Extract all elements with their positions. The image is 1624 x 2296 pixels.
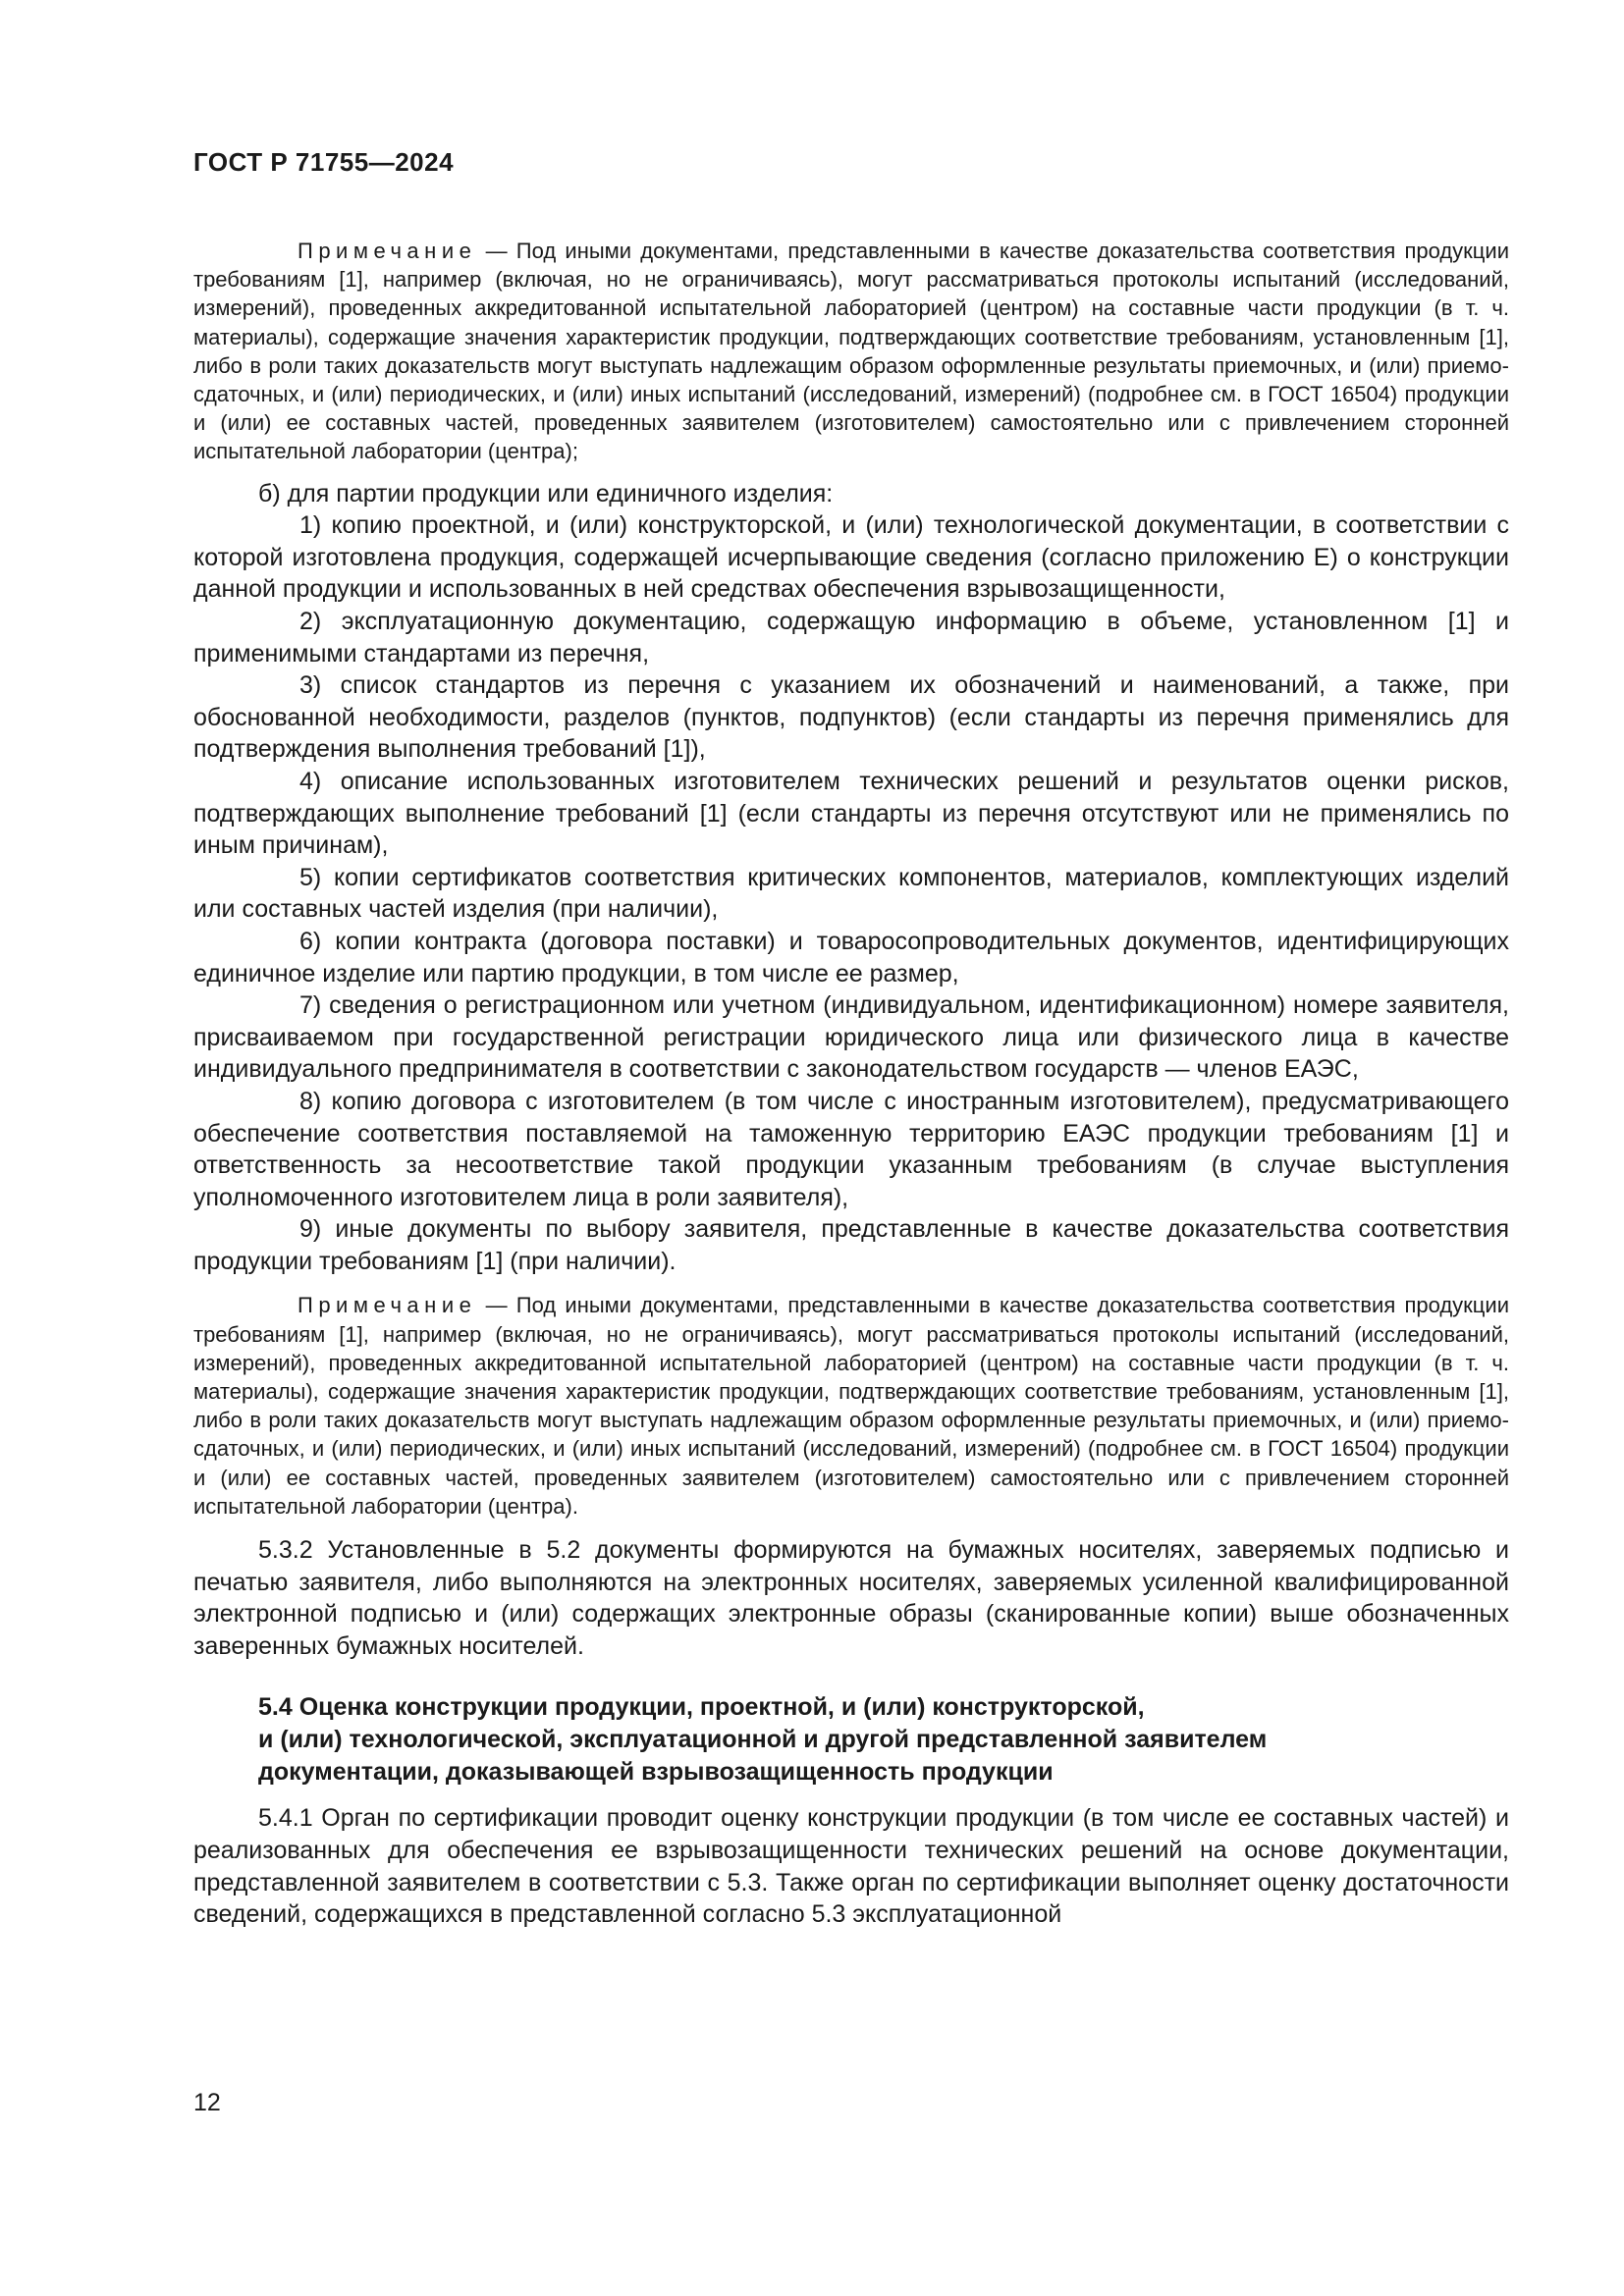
list-item-8: 8) копию договора с изготовителем (в том числе с иностранным изготовителем), предусматривающего обеспечение соответствия поставляемой на таможенную территорию ЕАЭС продукции требованиям [1] и ответственность за несоответствие такой продукции указанным требованиям (в случае выступления уполномоченного изготовителем лица в роли заявителя), xyxy=(193,1087,1509,1211)
clause-5-4-1: 5.4.1 Орган по сертификации проводит оценку конструкции продукции (в том числе ее составных частей) и реализованных для обеспечения ее взрывозащищенности технических решений на основе документации, представленной заявителем в соответствии с 5.3. Также орган по сертификации выполняет оценку достаточности сведений, содержащихся в представленной согласно 5.3 эксплуатационной xyxy=(193,1804,1509,1929)
note-text: — Под иными документами, представленными в качестве доказательства соответствия продукции требованиям [1], например (включая, но не ограничиваясь), могут рассматриваться протоколы испытаний (исследований, измерений), проведенных аккредитованной испытательной лабораторией (центром) на составные части продукции (в т. ч. материалы), содержащие значения характеристик продукции, подтверждающих соответствие требованиям, установленным [1], либо в роли таких доказательств могут выступать надлежащим образом оформленные результаты приемочных, и (или) приемо-сдаточных, и (или) периодических, и (или) иных испытаний (исследований, измерений) (подробнее см. в ГОСТ 16504) продукции и (или) ее составных частей, проведенных заявителем (изготовителем) самостоятельно или с привлечением сторонней испытательной лаборатории (центра); xyxy=(193,239,1509,464)
section-heading-line: 5.4 Оценка конструкции продукции, проектной, и (или) конструкторской, xyxy=(258,1693,1145,1722)
section-heading-line: и (или) технологической, эксплуатационной и другой представленной заявителем xyxy=(258,1726,1268,1754)
page-number: 12 xyxy=(193,2089,221,2116)
list-item-2: 2) эксплуатационную документацию, содержащую информацию в объеме, установленном [1] и применимыми стандартами из перечня, xyxy=(193,608,1509,667)
document-page xyxy=(193,147,1509,1931)
note-label: Примечание xyxy=(298,239,477,263)
list-item-5: 5) копии сертификатов соответствия критических компонентов, материалов, комплектующих изделий или составных частей изделия (при наличии), xyxy=(193,863,1509,924)
section-heading-line: документации, доказывающей взрывозащищенность продукции xyxy=(258,1758,1054,1787)
document-header: ГОСТ Р 71755—2024 xyxy=(193,147,455,177)
list-item-6: 6) копии контракта (договора поставки) и товаросопроводительных документов, идентифицирующих единичное изделие или партию продукции, в том числе ее размер, xyxy=(193,927,1509,988)
section-heading-5-4 xyxy=(258,1691,1509,1789)
note-label: Примечание xyxy=(298,1293,477,1318)
list-item-3: 3) список стандартов из перечня с указанием их обозначений и наименований, а также, при обоснованной необходимости, разделов (пунктов, подпунктов) (если стандарты из перечня применялись для подтверждения выполнения требований [1]), xyxy=(193,671,1509,764)
note-text: — Под иными документами, представленными в качестве доказательства соответствия продукции требованиям [1], например (включая, но не ограничиваясь), могут рассматриваться протоколы испытаний (исследований, измерений), проведенных аккредитованной испытательной лабораторией (центром) на составные части продукции (в т. ч. материалы), содержащие значения характеристик продукции, подтверждающих соответствие требованиям, установленным [1], либо в роли таких доказательств могут выступать надлежащим образом оформленные результаты приемочных, и (или) приемо-сдаточных, и (или) периодических, и (или) иных испытаний (исследований, измерений) (подробнее см. в ГОСТ 16504) продукции и (или) ее составных частей, проведенных заявителем (изготовителем) самостоятельно или с привлечением сторонней испытательной лаборатории (центра). xyxy=(193,1293,1509,1519)
list-intro-b: б) для партии продукции или единичного изделия: xyxy=(258,479,834,507)
clause-5-3-2: 5.3.2 Установленные в 5.2 документы формируются на бумажных носителях, заверяемых подписью и печатью заявителя, либо выполняются на электронных носителях, заверяемых усиленной квалифицированной электронной подписью и (или) содержащих электронные образы (сканированные копии) выше обозначенных заверенных бумажных носителей. xyxy=(193,1536,1509,1660)
list-item-1: 1) копию проектной, и (или) конструкторской, и (или) технологической документации, в соответствии с которой изготовлена продукция, содержащей исчерпывающие сведения (согласно приложению Е) о конструкции данной продукции и использованных в ней средствах обеспечения взрывозащищенности, xyxy=(193,511,1509,604)
note-paragraph-1 xyxy=(193,237,1509,466)
note-paragraph-2 xyxy=(193,1291,1509,1521)
list-item-7: 7) сведения о регистрационном или учетном (индивидуальном, идентификационном) номере заявителя, присваиваемом при государственной регистрации юридического лица или физического лица в качестве индивидуального предпринимателя в соответствии с законодательством государств — членов ЕАЭС, xyxy=(193,991,1509,1084)
list-item-4: 4) описание использованных изготовителем технических решений и результатов оценки рисков, подтверждающих выполнение требований [1] (если стандарты из перечня отсутствуют или не применялись по иным причинам), xyxy=(193,767,1509,860)
list-item-9: 9) иные документы по выбору заявителя, представленные в качестве доказательства соответствия продукции требованиям [1] (при наличии). xyxy=(193,1215,1509,1275)
